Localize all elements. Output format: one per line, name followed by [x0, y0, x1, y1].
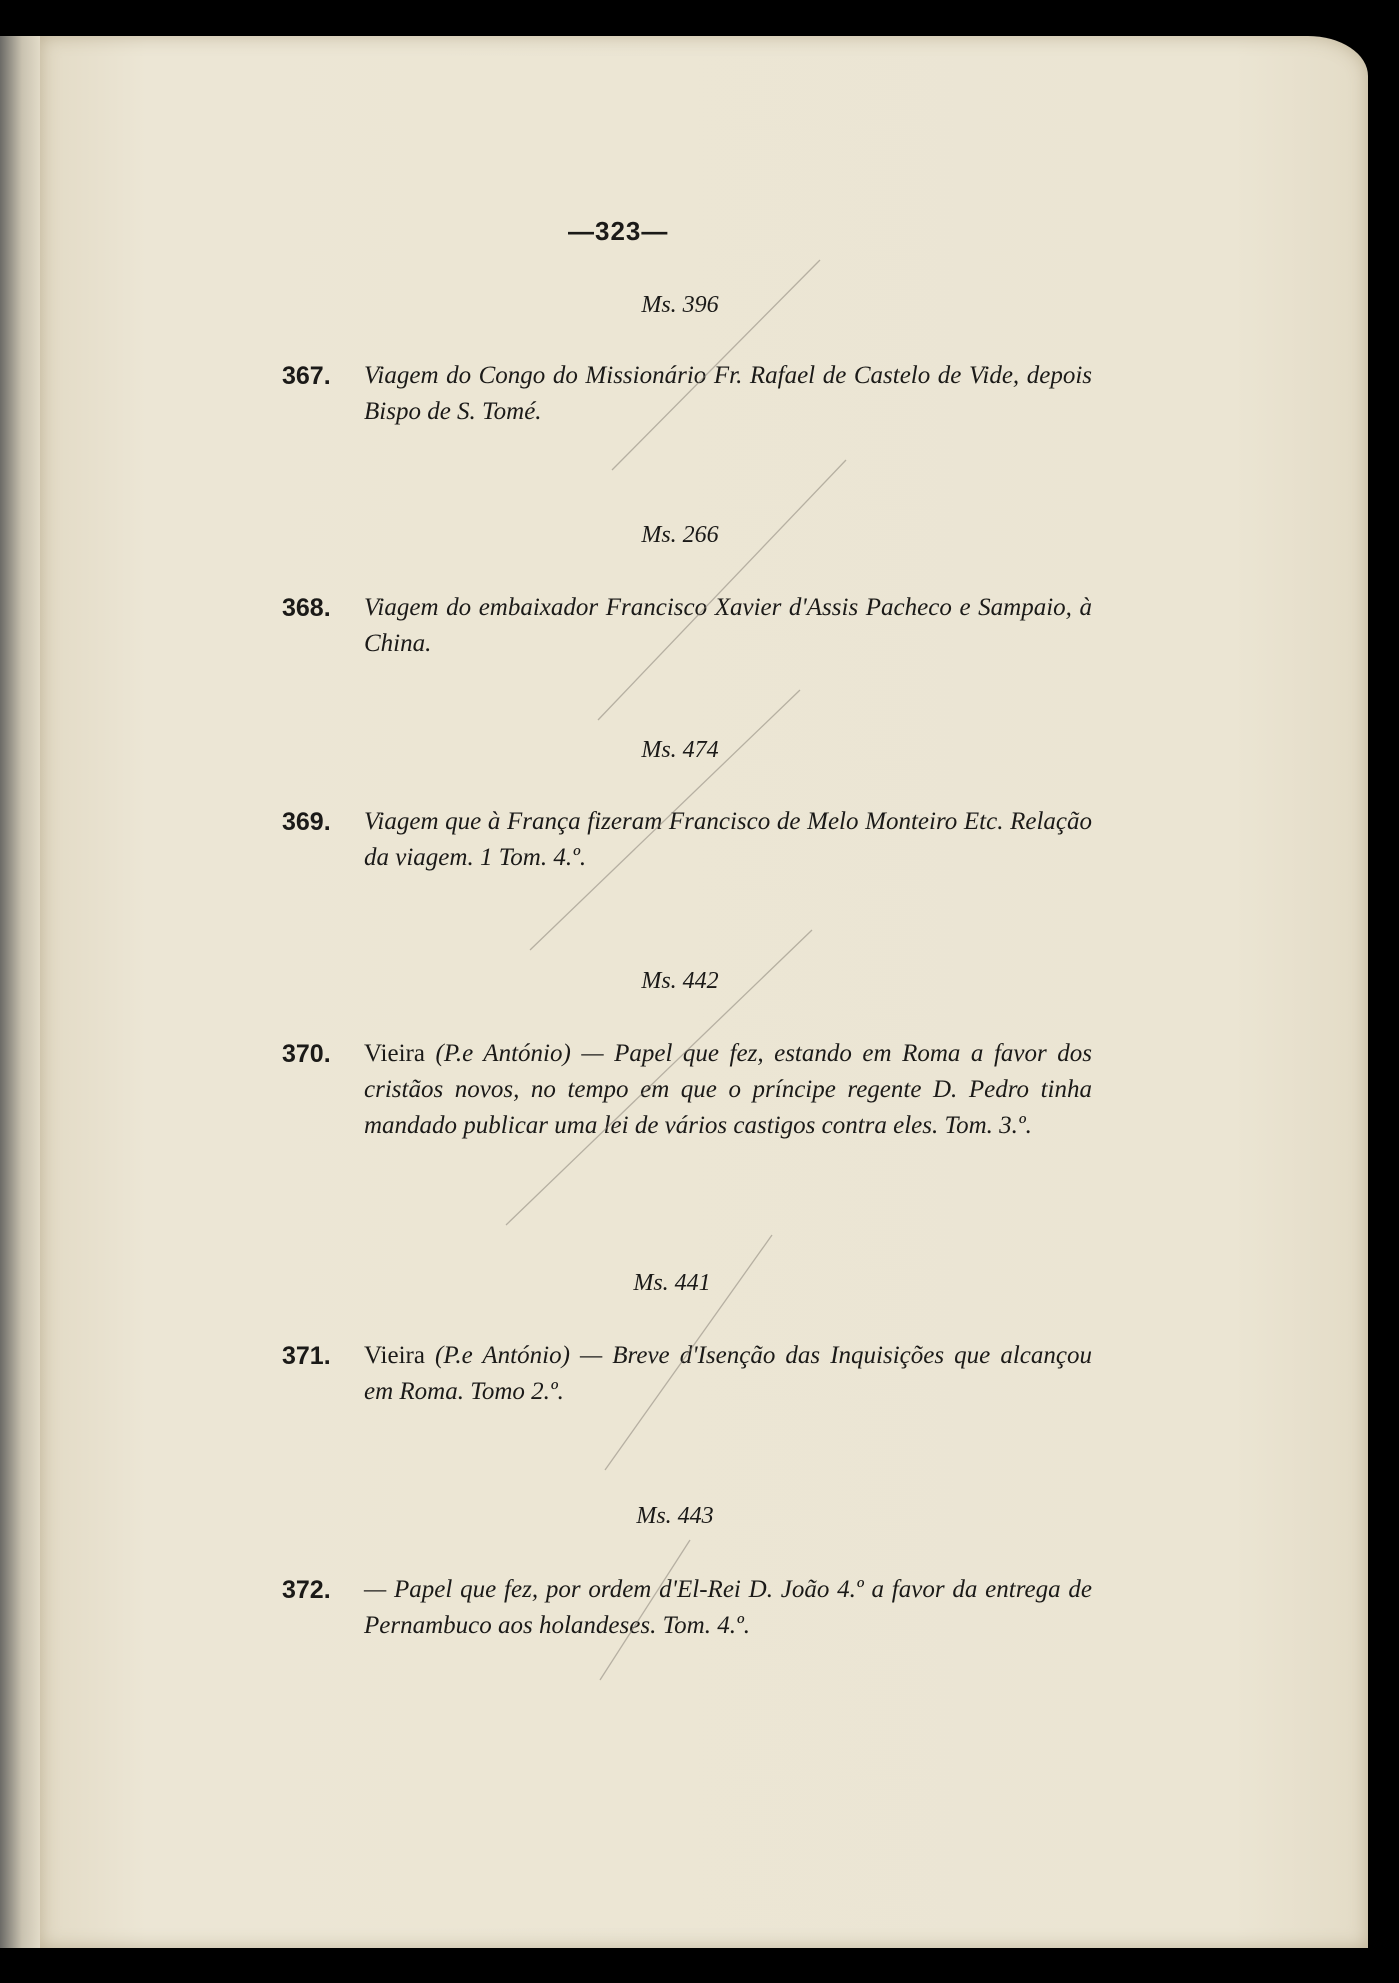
book-spine-shadow [0, 36, 40, 1948]
entry-text: Viagem do Congo do Missionário Fr. Rafael de Castelo de Vide, depois Bispo de S. Tomé. [364, 362, 1092, 425]
entry-text: Viagem que à França fizeram Francisco de Melo Monteiro Etc. Relação da viagem. 1 Tom. 4.º. [364, 808, 1092, 871]
page-number: —323— [568, 216, 669, 246]
entry-number: 367. [282, 362, 331, 390]
entry-text: — Papel que fez, por ordem d'El-Rei D. João 4.º a favor da entrega de Pernambuco aos holandeses. Tom. 4.º. [364, 1576, 1092, 1639]
entry-368 [282, 590, 1092, 662]
shelfmark-371: Ms. 441 [633, 1270, 711, 1296]
shelfmark-368: Ms. 266 [641, 522, 719, 548]
shelfmark-372: Ms. 443 [636, 1503, 714, 1529]
entry-371 [282, 1338, 1092, 1410]
entry-367 [282, 358, 1092, 430]
shelfmark-370: Ms. 442 [641, 968, 719, 994]
entry-number: 368. [282, 594, 331, 622]
entry-number: 371. [282, 1342, 331, 1370]
entry-370 [282, 1036, 1092, 1144]
shelfmark-369: Ms. 474 [641, 737, 719, 763]
entry-number: 372. [282, 1576, 331, 1604]
entry-text: Vieira (P.e António) — Papel que fez, estando em Roma a favor dos cristãos novos, no tempo em que o príncipe regente D. Pedro tinha mandado publicar uma lei de vários castigos contra eles. Tom. 3.º. [364, 1040, 1092, 1139]
entry-369 [282, 804, 1092, 876]
entry-number: 369. [282, 808, 331, 836]
entry-text: Viagem do embaixador Francisco Xavier d'Assis Pacheco e Sampaio, à China. [364, 594, 1092, 657]
entry-number: 370. [282, 1040, 331, 1068]
entry-372 [282, 1572, 1092, 1644]
entry-text: Vieira (P.e António) — Breve d'Isenção das Inquisições que alcançou em Roma. Tomo 2.º. [364, 1342, 1092, 1405]
shelfmark-367: Ms. 396 [641, 292, 719, 318]
